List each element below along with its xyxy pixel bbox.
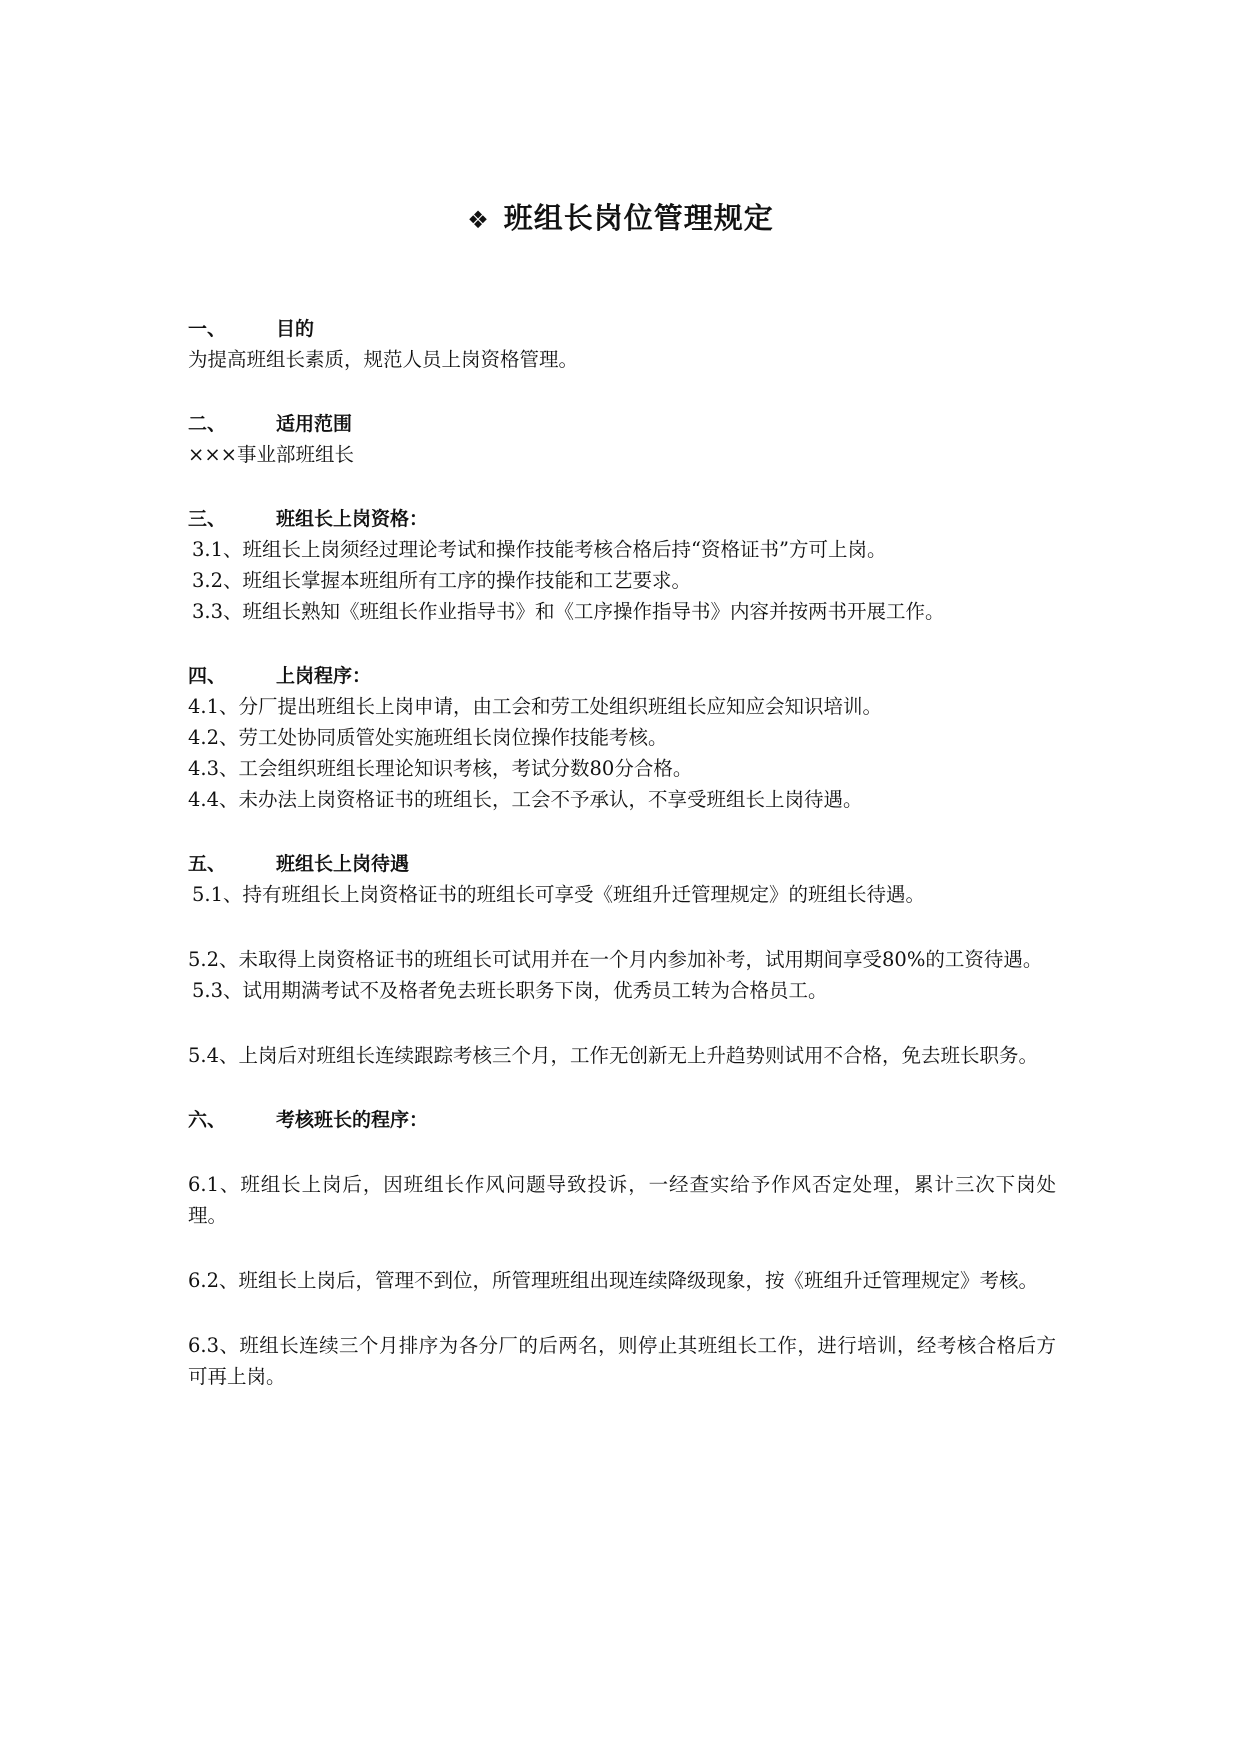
clause-4-3: 4.3、工会组织班组长理论知识考核，考试分数80分合格。 xyxy=(188,757,693,780)
clause-3-2: 3.2、班组长掌握本班组所有工序的操作技能和工艺要求。 xyxy=(192,569,692,592)
clause-3-3: 3.3、班组长熟知《班组长作业指导书》和《工序操作指导书》内容并按两书开展工作。 xyxy=(192,600,945,623)
clause-5-2: 5.2、未取得上岗资格证书的班组长可试用并在一个月内参加补考，试用期间享受80%的工资待遇。 xyxy=(188,948,1043,971)
document-body xyxy=(188,314,1056,1392)
section-title: 考核班长的程序： xyxy=(276,1109,429,1131)
clause-3-1: 3.1、班组长上岗须经过理论考试和操作技能考核合格后持“资格证书”方可上岗。 xyxy=(192,538,887,561)
clause-5-1: 5.1、持有班组长上岗资格证书的班组长可享受《班组升迁管理规定》的班组长待遇。 xyxy=(192,883,926,906)
section-2-heading xyxy=(188,409,1056,439)
diamond-bullet-icon: ❖ xyxy=(467,206,490,234)
section-number: 三、 xyxy=(188,508,227,530)
section-number: 一、 xyxy=(188,318,227,340)
section-number: 二、 xyxy=(188,413,227,435)
clause-6-3: 6.3、班组长连续三个月排序为各分厂的后两名，则停止其班组长工作，进行培训，经考核合格后方可再上岗。 xyxy=(188,1334,1056,1388)
section-4-heading xyxy=(188,661,1056,691)
section-6-heading xyxy=(188,1105,1056,1135)
section-1-paragraph: 为提高班组长素质，规范人员上岗资格管理。 xyxy=(188,348,579,371)
section-number: 四、 xyxy=(188,665,227,687)
section-1-heading xyxy=(188,314,1056,344)
section-title: 适用范围 xyxy=(276,413,353,435)
section-3-heading xyxy=(188,504,1056,534)
section-title: 班组长上岗待遇 xyxy=(276,853,410,875)
section-2-paragraph: ×××事业部班组长 xyxy=(188,443,355,466)
section-5-heading xyxy=(188,849,1056,879)
section-number: 六、 xyxy=(188,1109,227,1131)
clause-6-1: 6.1、班组长上岗后，因班组长作风问题导致投诉，一经查实给予作风否定处理，累计三次下岗处理。 xyxy=(188,1173,1056,1227)
section-title: 目的 xyxy=(276,318,315,340)
clause-4-4: 4.4、未办法上岗资格证书的班组长，工会不予承认，不享受班组长上岗待遇。 xyxy=(188,788,863,811)
clause-5-3: 5.3、试用期满考试不及格者免去班长职务下岗，优秀员工转为合格员工。 xyxy=(192,979,828,1002)
title-text: 班组长岗位管理规定 xyxy=(503,201,774,235)
section-number: 五、 xyxy=(188,853,227,875)
document-title xyxy=(0,196,1241,237)
clause-5-4: 5.4、上岗后对班组长连续跟踪考核三个月，工作无创新无上升趋势则试用不合格，免去班长职务。 xyxy=(188,1044,1039,1067)
clause-4-2: 4.2、劳工处协同质管处实施班组长岗位操作技能考核。 xyxy=(188,726,668,749)
section-title: 上岗程序： xyxy=(276,665,372,687)
clause-6-2: 6.2、班组长上岗后，管理不到位，所管理班组出现连续降级现象，按《班组升迁管理规定》考核。 xyxy=(188,1269,1039,1292)
section-title: 班组长上岗资格： xyxy=(276,508,429,530)
clause-4-1: 4.1、分厂提出班组长上岗申请，由工会和劳工处组织班组长应知应会知识培训。 xyxy=(188,695,883,718)
